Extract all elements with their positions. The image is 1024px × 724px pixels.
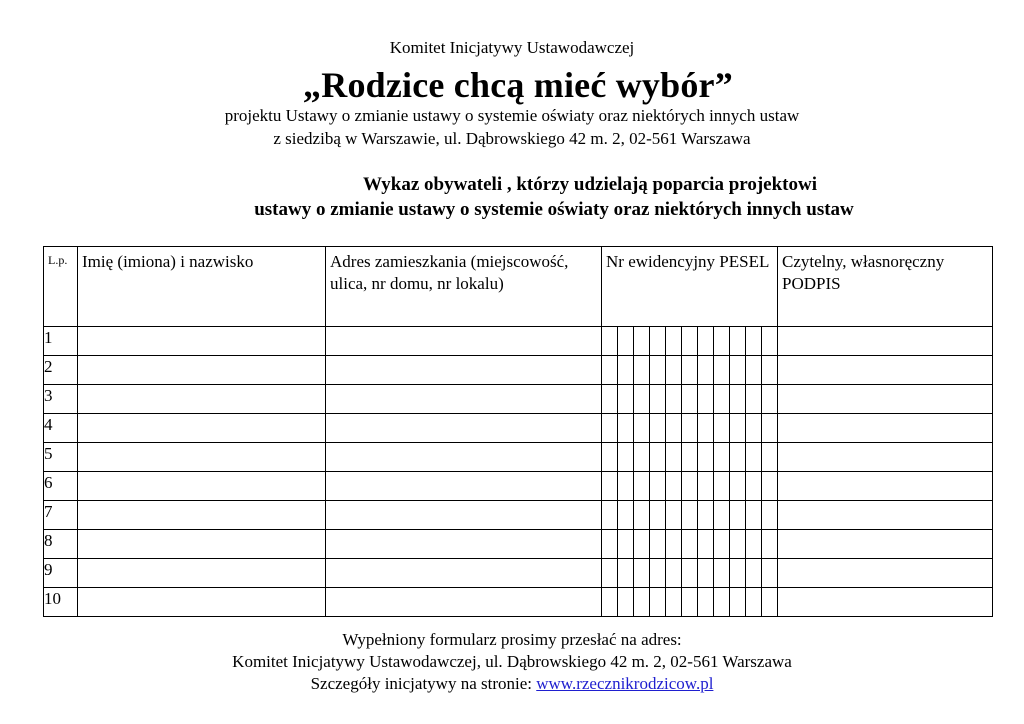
pesel-digit-box[interactable] (714, 414, 730, 442)
pesel-digit-box[interactable] (762, 588, 777, 616)
signature-cell[interactable] (778, 385, 993, 414)
pesel-digit-box[interactable] (682, 501, 698, 529)
pesel-digit-box[interactable] (618, 530, 634, 558)
pesel-digit-box[interactable] (650, 530, 666, 558)
signature-cell[interactable] (778, 327, 993, 356)
address-cell[interactable] (326, 588, 602, 617)
signature-cell[interactable] (778, 501, 993, 530)
pesel-digit-box[interactable] (682, 530, 698, 558)
pesel-digit-box[interactable] (634, 530, 650, 558)
pesel-digit-box[interactable] (618, 414, 634, 442)
pesel-digit-boxes (602, 356, 777, 384)
pesel-cell (602, 559, 778, 588)
pesel-digit-box[interactable] (730, 385, 746, 413)
pesel-digit-box[interactable] (714, 443, 730, 471)
name-cell[interactable] (78, 501, 326, 530)
name-cell[interactable] (78, 472, 326, 501)
pesel-digit-box[interactable] (602, 559, 618, 587)
pesel-digit-box[interactable] (602, 588, 618, 616)
pesel-digit-boxes (602, 559, 777, 587)
pesel-digit-boxes (602, 530, 777, 558)
row-number: 7 (44, 501, 78, 530)
footer-instruction: Wypełniony formularz prosimy przesłać na adres: (342, 630, 682, 649)
name-cell[interactable] (78, 559, 326, 588)
pesel-digit-box[interactable] (746, 559, 762, 587)
pesel-digit-box[interactable] (762, 501, 777, 529)
pesel-digit-box[interactable] (650, 356, 666, 384)
pesel-digit-box[interactable] (650, 559, 666, 587)
list-title-line2: ustawy o zmianie ustawy o systemie oświaty oraz niektórych innych ustaw (254, 199, 854, 220)
signature-cell[interactable] (778, 356, 993, 385)
table-header-row (44, 247, 993, 327)
table-row (44, 327, 993, 356)
pesel-digit-box[interactable] (602, 356, 618, 384)
pesel-digit-box[interactable] (650, 385, 666, 413)
table-row (44, 385, 993, 414)
signature-cell[interactable] (778, 472, 993, 501)
pesel-digit-boxes (602, 414, 777, 442)
row-number: 8 (44, 530, 78, 559)
pesel-digit-box[interactable] (762, 327, 777, 355)
pesel-digit-box[interactable] (682, 559, 698, 587)
pesel-digit-box[interactable] (666, 356, 682, 384)
name-cell[interactable] (78, 385, 326, 414)
pesel-digit-box[interactable] (682, 472, 698, 500)
column-header-address: Adres zamieszkania (miejscowość, ulica, nr domu, nr lokalu) (326, 247, 602, 327)
address-cell[interactable] (326, 530, 602, 559)
pesel-digit-box[interactable] (762, 356, 777, 384)
pesel-digit-box[interactable] (698, 443, 714, 471)
pesel-digit-box[interactable] (698, 385, 714, 413)
pesel-digit-box[interactable] (650, 501, 666, 529)
row-number: 1 (44, 327, 78, 356)
pesel-digit-box[interactable] (698, 530, 714, 558)
pesel-digit-box[interactable] (666, 559, 682, 587)
pesel-digit-boxes (602, 385, 777, 413)
pesel-digit-box[interactable] (666, 530, 682, 558)
column-header-signature: Czytelny, własnoręczny PODPIS (778, 247, 993, 327)
pesel-digit-box[interactable] (746, 385, 762, 413)
pesel-digit-box[interactable] (714, 588, 730, 616)
pesel-digit-box[interactable] (730, 588, 746, 616)
column-header-name: Imię (imiona) i nazwisko (78, 247, 326, 327)
pesel-cell (602, 327, 778, 356)
pesel-digit-box[interactable] (634, 327, 650, 355)
address-cell[interactable] (326, 327, 602, 356)
row-number: 6 (44, 472, 78, 501)
pesel-digit-box[interactable] (666, 385, 682, 413)
row-number: 3 (44, 385, 78, 414)
name-cell[interactable] (78, 327, 326, 356)
pesel-digit-box[interactable] (682, 414, 698, 442)
pesel-digit-box[interactable] (618, 501, 634, 529)
pesel-digit-box[interactable] (762, 472, 777, 500)
pesel-digit-box[interactable] (634, 588, 650, 616)
address-cell[interactable] (326, 443, 602, 472)
pesel-digit-box[interactable] (602, 414, 618, 442)
column-header-pesel: Nr ewidencyjny PESEL (602, 247, 778, 327)
pesel-digit-box[interactable] (682, 385, 698, 413)
pesel-digit-box[interactable] (666, 588, 682, 616)
pesel-digit-box[interactable] (698, 414, 714, 442)
pesel-digit-box[interactable] (746, 501, 762, 529)
pesel-digit-box[interactable] (746, 414, 762, 442)
address-cell[interactable] (326, 414, 602, 443)
initiative-title: „Rodzice chcą mieć wybór” (303, 65, 733, 105)
pesel-digit-box[interactable] (650, 588, 666, 616)
pesel-digit-box[interactable] (762, 530, 777, 558)
committee-address: z siedzibą w Warszawie, ul. Dąbrowskiego 42 m. 2, 02-561 Warszawa (273, 129, 751, 148)
footer-website-line (0, 674, 1024, 694)
pesel-digit-boxes (602, 443, 777, 471)
pesel-digit-box[interactable] (618, 356, 634, 384)
pesel-digit-box[interactable] (650, 327, 666, 355)
pesel-digit-box[interactable] (762, 559, 777, 587)
pesel-digit-box[interactable] (602, 385, 618, 413)
table-row (44, 472, 993, 501)
pesel-digit-box[interactable] (682, 327, 698, 355)
pesel-digit-box[interactable] (746, 327, 762, 355)
footer-website-label: Szczegóły inicjatywy na stronie: (310, 674, 532, 693)
address-cell[interactable] (326, 356, 602, 385)
pesel-digit-box[interactable] (698, 559, 714, 587)
signature-cell[interactable] (778, 588, 993, 617)
pesel-cell (602, 443, 778, 472)
pesel-cell (602, 385, 778, 414)
pesel-digit-box[interactable] (602, 530, 618, 558)
pesel-digit-box[interactable] (634, 356, 650, 384)
footer-address: Komitet Inicjatywy Ustawodawczej, ul. Dąbrowskiego 42 m. 2, 02-561 Warszawa (232, 652, 792, 671)
pesel-digit-box[interactable] (762, 414, 777, 442)
pesel-digit-box[interactable] (634, 414, 650, 442)
pesel-digit-box[interactable] (650, 472, 666, 500)
pesel-digit-boxes (602, 472, 777, 500)
pesel-digit-box[interactable] (698, 472, 714, 500)
pesel-digit-box[interactable] (730, 414, 746, 442)
signature-cell[interactable] (778, 443, 993, 472)
pesel-digit-box[interactable] (746, 588, 762, 616)
pesel-digit-box[interactable] (602, 443, 618, 471)
pesel-digit-box[interactable] (634, 443, 650, 471)
address-cell[interactable] (326, 385, 602, 414)
pesel-digit-box[interactable] (714, 559, 730, 587)
column-header-lp: L.p. (44, 247, 78, 327)
pesel-digit-box[interactable] (714, 501, 730, 529)
list-title-line1: Wykaz obywateli , którzy udzielają poparcia projektowi (362, 174, 818, 195)
pesel-digit-box[interactable] (618, 472, 634, 500)
name-cell[interactable] (78, 414, 326, 443)
row-number: 9 (44, 559, 78, 588)
pesel-digit-box[interactable] (682, 356, 698, 384)
pesel-digit-box[interactable] (666, 472, 682, 500)
name-cell[interactable] (78, 356, 326, 385)
pesel-digit-box[interactable] (746, 356, 762, 384)
pesel-digit-box[interactable] (698, 327, 714, 355)
website-link[interactable]: www.rzecznikrodzicow.pl (536, 674, 714, 693)
pesel-digit-box[interactable] (762, 443, 777, 471)
pesel-digit-box[interactable] (602, 501, 618, 529)
name-cell[interactable] (78, 443, 326, 472)
address-cell[interactable] (326, 472, 602, 501)
signature-table (43, 246, 993, 617)
pesel-digit-box[interactable] (730, 501, 746, 529)
pesel-digit-boxes (602, 588, 777, 616)
pesel-digit-box[interactable] (634, 385, 650, 413)
address-cell[interactable] (326, 559, 602, 588)
pesel-digit-box[interactable] (634, 501, 650, 529)
pesel-digit-box[interactable] (714, 356, 730, 384)
pesel-digit-box[interactable] (746, 472, 762, 500)
table-row (44, 414, 993, 443)
pesel-digit-box[interactable] (682, 588, 698, 616)
signature-cell[interactable] (778, 414, 993, 443)
row-number: 5 (44, 443, 78, 472)
pesel-digit-box[interactable] (666, 501, 682, 529)
table-row (44, 443, 993, 472)
table-row (44, 559, 993, 588)
pesel-digit-box[interactable] (698, 588, 714, 616)
pesel-digit-box[interactable] (666, 443, 682, 471)
project-subtitle: projektu Ustawy o zmianie ustawy o systemie oświaty oraz niektórych innych ustaw (224, 106, 800, 125)
pesel-digit-box[interactable] (618, 327, 634, 355)
pesel-digit-box[interactable] (730, 472, 746, 500)
pesel-digit-box[interactable] (618, 385, 634, 413)
pesel-cell (602, 530, 778, 559)
row-number: 2 (44, 356, 78, 385)
pesel-digit-box[interactable] (714, 327, 730, 355)
pesel-digit-box[interactable] (730, 327, 746, 355)
pesel-digit-box[interactable] (730, 356, 746, 384)
pesel-digit-box[interactable] (602, 327, 618, 355)
pesel-digit-box[interactable] (682, 443, 698, 471)
pesel-digit-box[interactable] (714, 385, 730, 413)
signature-cell[interactable] (778, 530, 993, 559)
pesel-digit-box[interactable] (650, 414, 666, 442)
row-number: 10 (44, 588, 78, 617)
pesel-digit-box[interactable] (634, 559, 650, 587)
pesel-digit-box[interactable] (714, 530, 730, 558)
pesel-digit-box[interactable] (666, 327, 682, 355)
pesel-digit-box[interactable] (746, 530, 762, 558)
pesel-cell (602, 472, 778, 501)
pesel-digit-box[interactable] (618, 588, 634, 616)
table-row (44, 356, 993, 385)
pesel-cell (602, 414, 778, 443)
pesel-digit-box[interactable] (730, 559, 746, 587)
address-cell[interactable] (326, 501, 602, 530)
pesel-digit-box[interactable] (602, 472, 618, 500)
pesel-digit-box[interactable] (714, 472, 730, 500)
name-cell[interactable] (78, 588, 326, 617)
pesel-digit-box[interactable] (730, 443, 746, 471)
name-cell[interactable] (78, 530, 326, 559)
pesel-digit-boxes (602, 327, 777, 355)
pesel-digit-box[interactable] (634, 472, 650, 500)
pesel-digit-box[interactable] (618, 443, 634, 471)
pesel-digit-box[interactable] (730, 530, 746, 558)
pesel-cell (602, 356, 778, 385)
pesel-digit-box[interactable] (618, 559, 634, 587)
committee-name: Komitet Inicjatywy Ustawodawczej (389, 38, 635, 57)
pesel-digit-box[interactable] (746, 443, 762, 471)
pesel-digit-box[interactable] (698, 356, 714, 384)
pesel-digit-box[interactable] (666, 414, 682, 442)
pesel-cell (602, 588, 778, 617)
pesel-digit-boxes (602, 501, 777, 529)
row-number: 4 (44, 414, 78, 443)
pesel-digit-box[interactable] (762, 385, 777, 413)
table-row (44, 501, 993, 530)
table-row (44, 530, 993, 559)
pesel-cell (602, 501, 778, 530)
pesel-digit-box[interactable] (650, 443, 666, 471)
table-row (44, 588, 993, 617)
signature-cell[interactable] (778, 559, 993, 588)
pesel-digit-box[interactable] (698, 501, 714, 529)
